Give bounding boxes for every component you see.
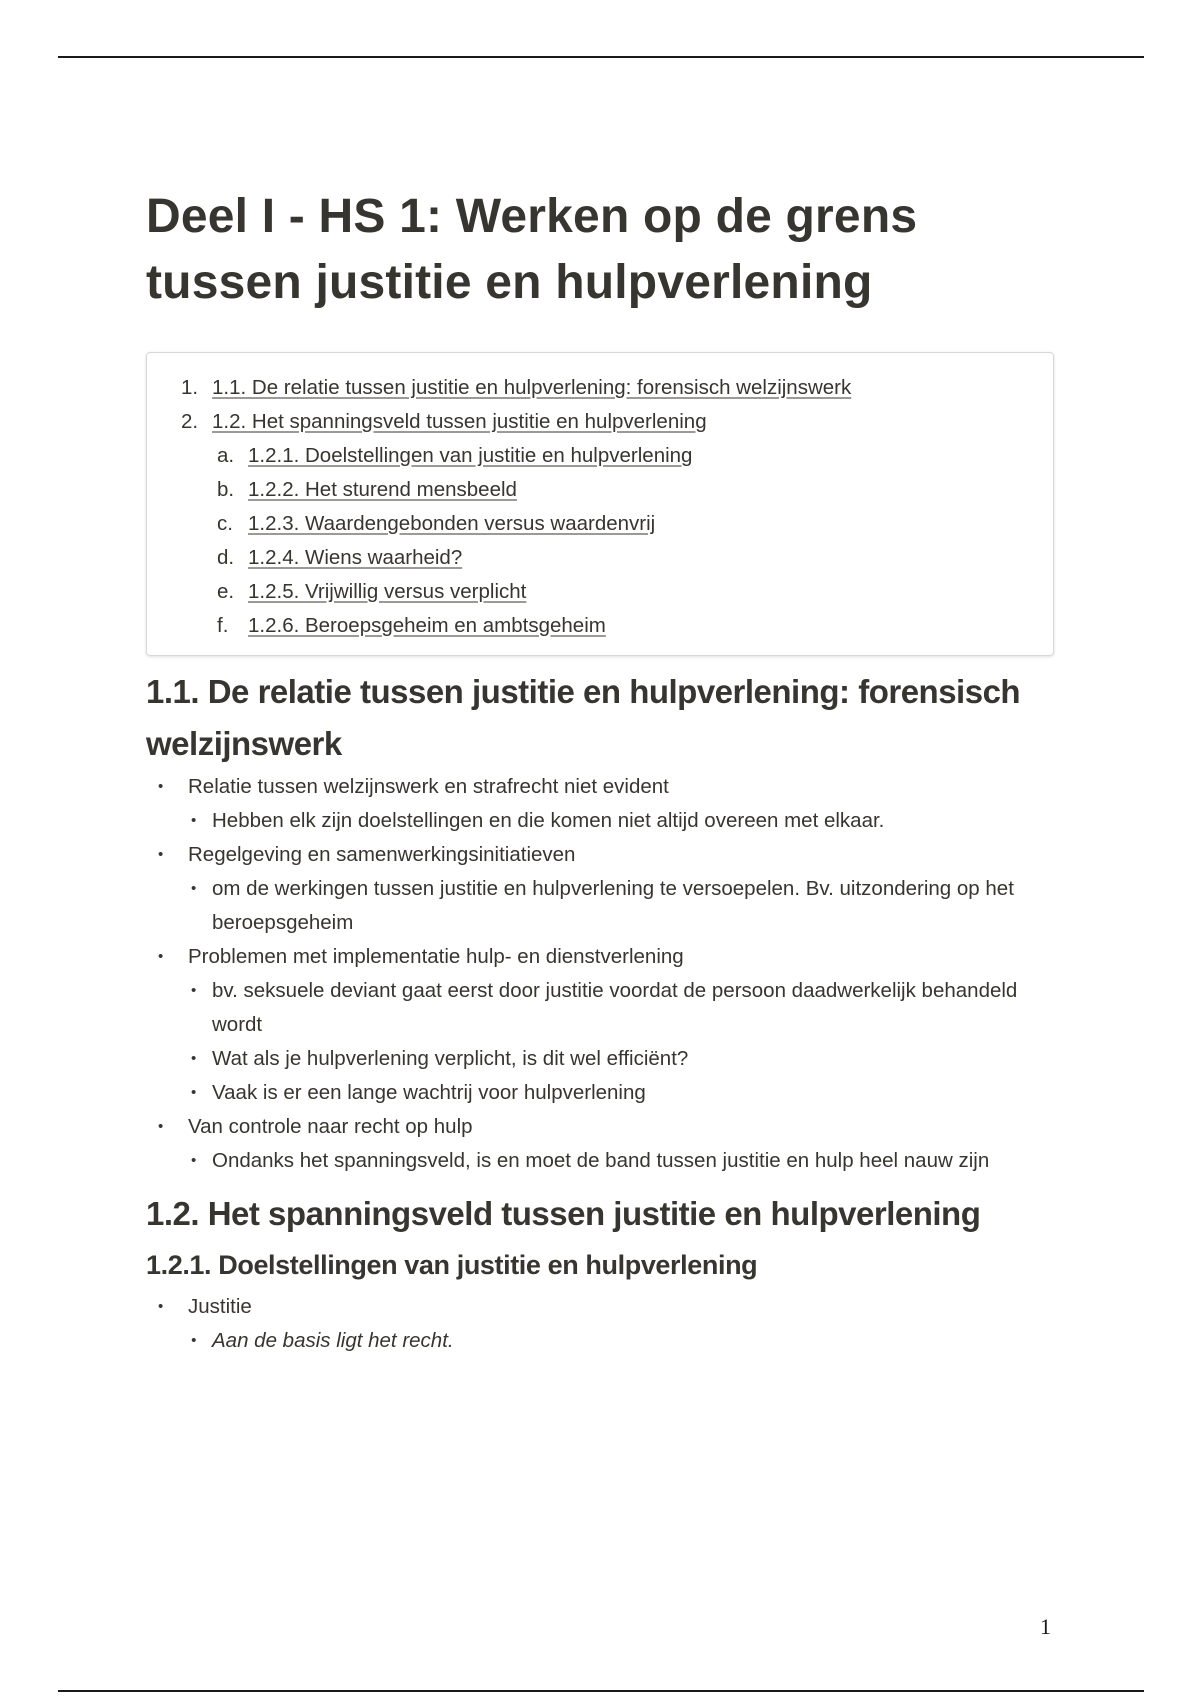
table-of-contents [146,352,1054,656]
list-item-text: Problemen met implementatie hulp- en dienstverlening [188,945,684,968]
list-item [146,1110,1056,1178]
toc-marker: e. [217,580,235,603]
toc-link[interactable]: 1.2.3. Waardengebonden versus waardenvrij [248,512,656,535]
toc-item [147,473,1053,507]
sub-list-item: • Aan de basis ligt het recht. [179,1324,1056,1358]
sub-list-item: • om de werkingen tussen justitie en hulpverlening te versoepelen. Bv. uitzondering op het beroepsgeheim [179,872,1056,940]
subsection-heading: 1.2.1. Doelstellingen van justitie en hulpverlening [146,1250,758,1280]
list-item [146,940,1056,1110]
toc-item [147,439,1053,473]
toc-link[interactable]: 1.2.4. Wiens waarheid? [248,546,463,569]
sub-list-item: • Ondanks het spanningsveld, is en moet de band tussen justitie en hulp heel nauw zijn [179,1144,1056,1178]
sub-list-item: • Vaak is er een lange wachtrij voor hulpverlening [179,1076,1056,1110]
list-item-text: Regelgeving en samenwerkingsinitiatieven [188,843,576,866]
list-item [146,770,1056,838]
bullet-list [146,1290,1056,1358]
toc-item [147,405,1053,439]
list-item [146,1290,1056,1358]
section-heading: 1.2. Het spanningsveld tussen justitie en hulpverlening [146,1195,981,1232]
toc-marker: f. [217,614,229,637]
list-item-text: Justitie [188,1295,252,1318]
list-item-text: Van controle naar recht op hulp [188,1115,473,1138]
sub-list-item: • Wat als je hulpverlening verplicht, is dit wel efficiënt? [179,1042,1056,1076]
toc-marker: 2. [181,410,199,433]
top-rule [58,56,1144,58]
toc-marker: d. [217,546,235,569]
toc-link[interactable]: 1.2.5. Vrijwillig versus verplicht [248,580,527,603]
section-heading: 1.1. De relatie tussen justitie en hulpverlening: forensisch welzijnswerk [146,673,1021,762]
sub-list-item: • bv. seksuele deviant gaat eerst door justitie voordat de persoon daadwerkelijk behandeld wordt [179,974,1056,1042]
page-number: 1 [1040,1614,1051,1639]
sub-list-item: • Hebben elk zijn doelstellingen en die komen niet altijd overeen met elkaar. [179,804,1056,838]
toc-item [147,575,1053,609]
toc-link[interactable]: 1.1. De relatie tussen justitie en hulpverlening: forensisch welzijnswerk [212,376,852,399]
toc-item [147,609,1053,643]
list-item-text: Relatie tussen welzijnswerk en strafrecht niet evident [188,775,669,798]
document-body [146,184,1056,1358]
toc-item [147,507,1053,541]
toc-marker: b. [217,478,235,501]
toc-link[interactable]: 1.2.1. Doelstellingen van justitie en hulpverlening [248,444,693,467]
bullet-list [146,770,1056,1178]
page-title: Deel I - HS 1: Werken op de grens tussen justitie en hulpverlening [146,190,918,309]
toc-item [147,541,1053,575]
toc-link[interactable]: 1.2. Het spanningsveld tussen justitie en hulpverlening [212,410,707,433]
toc-item [147,371,1053,405]
bottom-rule [58,1690,1144,1692]
toc-marker: a. [217,444,235,467]
toc-link[interactable]: 1.2.2. Het sturend mensbeeld [248,478,517,501]
list-item [146,838,1056,940]
toc-marker: 1. [181,376,199,399]
toc-link[interactable]: 1.2.6. Beroepsgeheim en ambtsgeheim [248,614,606,637]
toc-marker: c. [217,512,233,535]
